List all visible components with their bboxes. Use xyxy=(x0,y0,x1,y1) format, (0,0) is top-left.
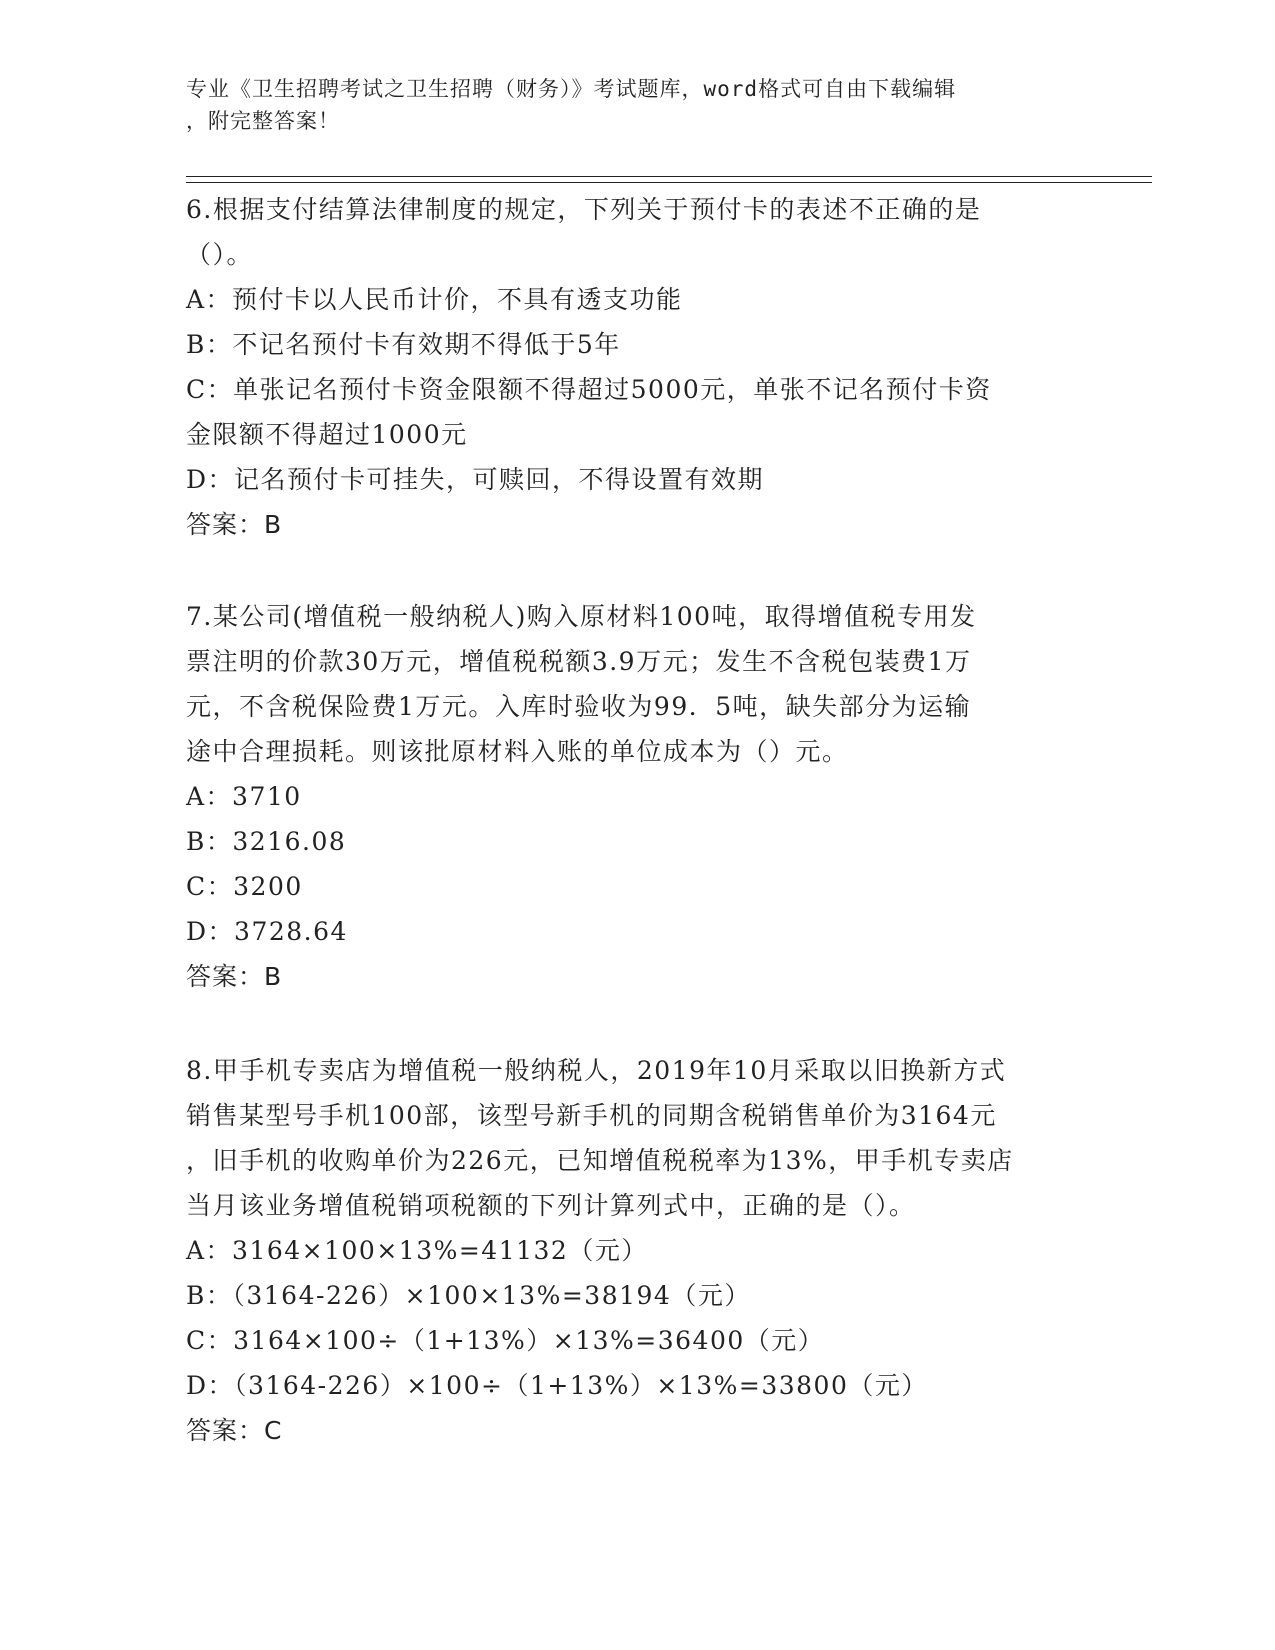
option-a: A：预付卡以人民币计价，不具有透支功能 xyxy=(186,285,683,314)
option-d: D：（3164-226）×100÷（1+13%）×13%=33800（元） xyxy=(186,1371,928,1400)
stem-line: ，旧手机的收购单价为226元，已知增值税税率为13%，甲手机专卖店 xyxy=(186,1146,1014,1175)
stem-line: （）。 xyxy=(186,240,254,269)
stem-line: 6.根据支付结算法律制度的规定，下列关于预付卡的表述不正确的是 xyxy=(186,195,982,224)
question-7 xyxy=(186,594,1086,999)
option-c: C：3164×100÷（1+13%）×13%=36400（元） xyxy=(186,1326,825,1355)
question-8 xyxy=(186,1048,1086,1453)
question-stem xyxy=(186,1048,1086,1228)
option-b: B：（3164-226）×100×13%=38194（元） xyxy=(186,1281,751,1310)
option-b: B：不记名预付卡有效期不得低于5年 xyxy=(186,330,621,359)
stem-line: 7.某公司(增值税一般纳税人)购入原材料100吨，取得增值税专用发 xyxy=(186,602,977,631)
option-d: D：3728.64 xyxy=(186,917,348,946)
stem-line: 票注明的价款30万元，增值税税额3.9万元；发生不含税包装费1万 xyxy=(186,647,972,676)
header-line-2: ，附完整答案！ xyxy=(186,109,340,133)
stem-line: 销售某型号手机100部，该型号新手机的同期含税销售单价为3164元 xyxy=(186,1101,997,1130)
option-a: A：3164×100×13%=41132（元） xyxy=(186,1236,648,1265)
option-c: C：单张记名预付卡资金限额不得超过5000元，单张不记名预付卡资 xyxy=(186,375,992,404)
stem-line: 元，不含税保险费1万元。入库时验收为99．5吨，缺失部分为运输 xyxy=(186,692,972,721)
stem-line: 8.甲手机专卖店为增值税一般纳税人，2019年10月采取以旧换新方式 xyxy=(186,1056,1007,1085)
option-c: C：3200 xyxy=(186,872,303,901)
header-line-1: 专业《卫生招聘考试之卫生招聘（财务）》考试题库，word格式可自由下载编辑 xyxy=(186,77,957,101)
question-stem xyxy=(186,187,1086,277)
option-a: A：3710 xyxy=(186,782,302,811)
option-b: B：3216.08 xyxy=(186,827,347,856)
option-c-continued: 金限额不得超过1000元 xyxy=(186,420,468,449)
header-divider-top xyxy=(186,176,1152,177)
stem-line: 当月该业务增值税销项税额的下列计算列式中，正确的是（）。 xyxy=(186,1191,916,1220)
answer-line: 答案：B xyxy=(186,510,283,539)
question-stem xyxy=(186,594,1086,774)
option-d: D：记名预付卡可挂失，可赎回，不得设置有效期 xyxy=(186,465,765,494)
document-header xyxy=(186,73,1066,137)
header-divider-bottom xyxy=(186,182,1152,183)
stem-line: 途中合理损耗。则该批原材料入账的单位成本为（）元。 xyxy=(186,737,849,766)
question-6 xyxy=(186,187,1086,547)
answer-line: 答案：B xyxy=(186,962,283,991)
answer-line: 答案：C xyxy=(186,1416,283,1445)
